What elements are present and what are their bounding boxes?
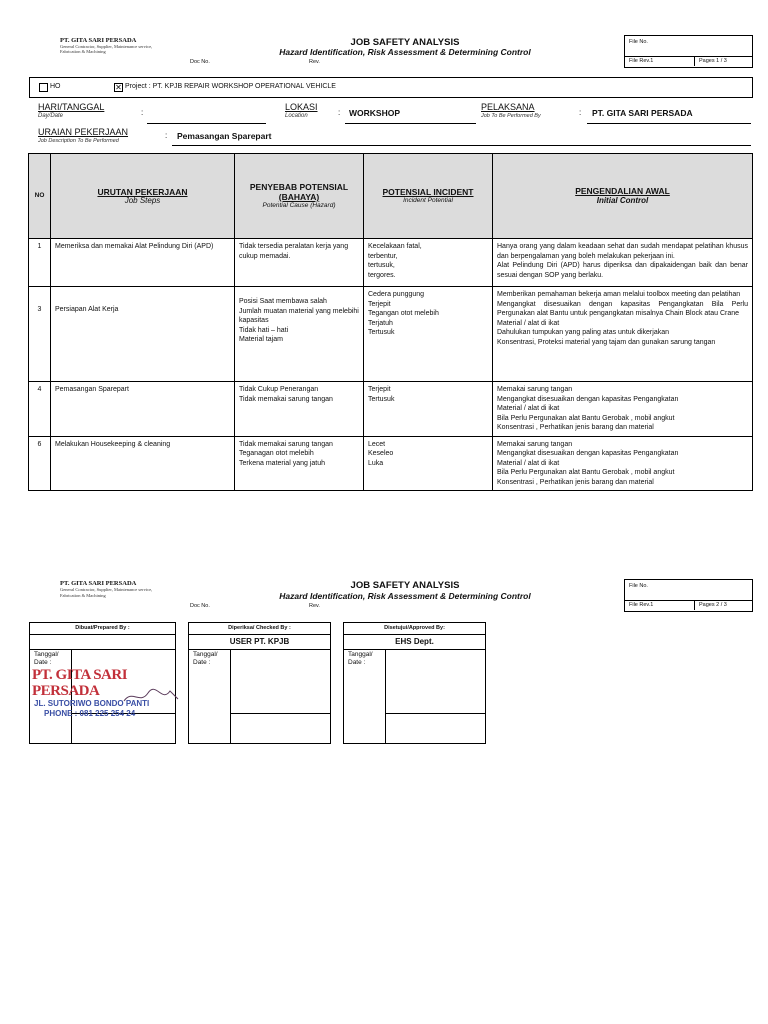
control-line: Memakai sarung tangan <box>497 386 573 393</box>
row-no: 6 <box>29 436 51 491</box>
approved-box <box>343 622 486 744</box>
table-row <box>29 287 753 382</box>
control-line: Konsentrasi, Proteksi material yang tajam dan gunakan sarung tangan <box>497 338 716 346</box>
cause-line: Jumlah muatan material yang melebihi kapasitas <box>239 307 359 324</box>
jsa-table <box>28 153 753 491</box>
header-control: PENGENDALIAN AWAL Initial Control <box>493 154 753 239</box>
jsa-table-wrap <box>28 153 753 491</box>
row-control <box>493 436 753 491</box>
incident-line: Lecet <box>368 440 386 448</box>
checked-label: Diperiksa/ Checked By : <box>189 623 330 635</box>
prepared-box <box>29 622 176 744</box>
row-control <box>493 382 753 437</box>
row-no: 1 <box>29 239 51 287</box>
approved-date: Tanggal/ Date : <box>348 651 373 666</box>
incident-line: Cedera punggung <box>368 291 425 298</box>
prepared-date: Tanggal/ Date : <box>34 651 59 666</box>
incident-line: tergores. <box>368 271 396 279</box>
cause-line: Tidak hati – hati <box>239 326 289 334</box>
doc-title-p2: JOB SAFETY ANALYSIS <box>350 580 460 591</box>
row-no: 4 <box>29 382 51 437</box>
page-count-p2: Pages 2 / 3 <box>699 602 727 608</box>
company-name: PT. GITA SARI PERSADA <box>60 37 137 44</box>
control-line: Material / alat di ikat <box>497 405 560 412</box>
lokasi-colon: : <box>338 108 341 117</box>
row-step: Melakukan Housekeeping & cleaning <box>51 436 235 491</box>
control-line: Bila Perlu Pergunakan alat Bantu Gerobak , mobil angkut <box>497 469 675 476</box>
control-line: Material / alat di ikat <box>497 459 560 467</box>
checked-date: Tanggal/ Date : <box>193 651 218 666</box>
approved-value: EHS Dept. <box>344 635 485 650</box>
cause-line: Tidak tersedia peralatan kerja yang cukup memadai. <box>239 243 349 260</box>
prepared-label: Dibuat/Prepared By : <box>30 623 175 635</box>
approved-label: Disetujui/Approved By: <box>344 623 485 635</box>
table-row <box>29 436 753 491</box>
control-line: Material / alat di ikat <box>497 319 560 327</box>
page-count: Pages 1 / 3 <box>699 58 727 64</box>
control-line: Dahulukan tumpukan yang paling atas untuk dikerjakan <box>497 329 670 336</box>
row-incident <box>364 436 493 491</box>
file-no: File No. <box>625 36 752 57</box>
control-line: Mengangkat disesuaikan dengan kapasitas Pengangkatan <box>497 450 679 457</box>
row-incident <box>364 287 493 382</box>
incident-line: Tertusuk <box>368 395 395 403</box>
uraian-field <box>172 145 751 146</box>
scope-bar <box>29 77 753 98</box>
cause-line: Terkena material yang jatuh <box>239 459 325 467</box>
row-cause <box>235 287 364 382</box>
header-steps: URUTAN PEKERJAAN Job Steps <box>51 154 235 239</box>
cause-line: Material tajam <box>239 336 283 343</box>
hari-sub: Day/Date <box>38 113 64 119</box>
lokasi-sub: Location <box>285 113 308 119</box>
uraian-value: Pemasangan Sparepart <box>177 131 272 141</box>
control-line: Memberikan pemahaman bekerja aman melalui toolbox meeting dan pelatihan <box>497 291 741 298</box>
lokasi-label: LOKASI <box>285 102 318 112</box>
company-line-1: General Contractor, Supplier, Maintenance service, <box>60 44 153 49</box>
incident-line: Terjatuh <box>368 319 393 327</box>
project-label: Project : PT. KPJB REPAIR WORKSHOP OPERATIONAL VEHICLE <box>125 83 336 90</box>
file-rev: File Rev.1 <box>625 57 695 66</box>
doc-title: JOB SAFETY ANALYSIS <box>350 37 460 48</box>
file-no-p2: File No. <box>625 580 752 601</box>
company-stamp: PT. GITA SARI PERSADA JL. SUTORIWO BONDO PANTI PHONE : 081 225 254 24 <box>32 667 172 719</box>
header-incident: POTENSIAL INCIDENT Incident Potential <box>364 154 493 239</box>
file-info-box-p2 <box>624 579 753 612</box>
control-line: Alat Pelindung Diri (APD) harus diperiksa dan dipakaidengan baik dan benar sesuai dengan SOP yang berlaku. <box>497 262 748 279</box>
incident-line: Keseleo <box>368 450 394 457</box>
ho-checkbox[interactable] <box>39 83 48 92</box>
signature-scribble-icon <box>122 687 182 707</box>
pelaksana-value: PT. GITA SARI PERSADA <box>592 108 693 118</box>
control-line: Bila Perlu Pergunakan alat Bantu Gerobak , mobil angkut <box>497 414 675 422</box>
header-cause: PENYEBAB POTENSIAL (BAHAYA) Potential Cause (Hazard) <box>235 154 364 239</box>
row-incident <box>364 239 493 287</box>
incident-line: Tegangan otot melebih <box>368 310 439 317</box>
uraian-colon: : <box>165 131 168 140</box>
checked-box <box>188 622 331 744</box>
incident-line: Terjepit <box>368 386 391 393</box>
row-step: Persiapan Alat Kerja <box>51 287 235 382</box>
control-line: Memakai sarung tangan <box>497 440 573 448</box>
pelaksana-label: PELAKSANA <box>481 102 535 112</box>
file-rev-p2: File Rev.1 <box>625 601 695 610</box>
row-control <box>493 239 753 287</box>
row-control <box>493 287 753 382</box>
control-line: Mengangkat disesuaikan dengan kapasitas Pengangkatan Bila Perlu Pergunakan alat Bantu untuk pengangkatan misalnya Chain Block atau Crane <box>497 300 748 317</box>
rev-label-p2: Rev. <box>309 603 320 609</box>
table-row <box>29 239 753 287</box>
incident-line: terbentur, <box>368 252 398 260</box>
incident-line: Tertusuk <box>368 329 395 336</box>
incident-line: tertusuk, <box>368 262 395 269</box>
row-step: Memeriksa dan memakai Alat Pelindung Diri (APD) <box>51 239 235 287</box>
cause-line: Tidak memakai sarung tangan <box>239 440 333 448</box>
lokasi-field <box>345 123 476 124</box>
incident-line: Luka <box>368 459 384 467</box>
uraian-label: URAIAN PEKERJAAN <box>38 127 129 137</box>
hari-colon: : <box>141 108 144 117</box>
control-line: Konsentrasi , Perhatikan jenis barang dan material <box>497 478 654 486</box>
doc-subtitle-p2: Hazard Identification, Risk Assessment & Determining Control <box>279 591 531 601</box>
row-incident <box>364 382 493 437</box>
row-step: Pemasangan Sparepart <box>51 382 235 437</box>
ho-label: HO <box>50 83 61 90</box>
control-line: Konsentrasi , Perhatikan jenis barang dan material <box>497 424 654 431</box>
uraian-sub: Job Description To Be Performed <box>38 138 119 144</box>
cause-line: Tidak memakai sarung tangan <box>239 395 333 403</box>
control-line: Mengangkat disesuaikan dengan kapasitas Pengangkatan <box>497 395 679 403</box>
company-line-2-p2: Fabrication & Machining <box>60 593 106 598</box>
table-row <box>29 382 753 437</box>
cause-line: Posisi Saat membawa salah <box>239 298 327 305</box>
lokasi-value: WORKSHOP <box>349 108 400 118</box>
cause-line: Tidak Cukup Penerangan <box>239 386 319 393</box>
company-name-p2: PT. GITA SARI PERSADA <box>60 580 137 587</box>
doc-no-label: Doc No. <box>190 59 210 65</box>
rev-label: Rev. <box>309 59 320 65</box>
control-line: Hanya orang yang dalam keadaan sehat dan sudah mendapat pelatihan khusus dan berpengalaman yang boleh melakukan pekerjaan ini. <box>497 243 748 260</box>
checked-value: USER PT. KPJB <box>189 635 330 650</box>
hari-label: HARI/TANGGAL <box>38 102 105 112</box>
incident-line: Kecelakaan fatal, <box>368 243 422 250</box>
row-cause <box>235 436 364 491</box>
pelaksana-sub: Job To Be Performed By <box>481 113 541 119</box>
pelaksana-field <box>587 123 751 124</box>
company-line-2: Fabrication & Machining <box>60 49 106 54</box>
file-info-box <box>624 35 753 68</box>
pelaksana-colon: : <box>579 108 582 117</box>
company-line-1-p2: General Contractor, Supplier, Maintenance service, <box>60 587 153 592</box>
doc-subtitle: Hazard Identification, Risk Assessment & Determining Control <box>279 47 531 57</box>
doc-no-label-p2: Doc No. <box>190 603 210 609</box>
row-cause <box>235 239 364 287</box>
project-checkbox[interactable]: ✕ <box>115 83 122 92</box>
header-no: NO <box>29 154 51 239</box>
incident-line: Terjepit <box>368 300 391 308</box>
cause-line: Teganagan otot melebih <box>239 450 314 457</box>
row-cause <box>235 382 364 437</box>
row-no: 3 <box>29 287 51 382</box>
hari-field <box>147 123 266 124</box>
